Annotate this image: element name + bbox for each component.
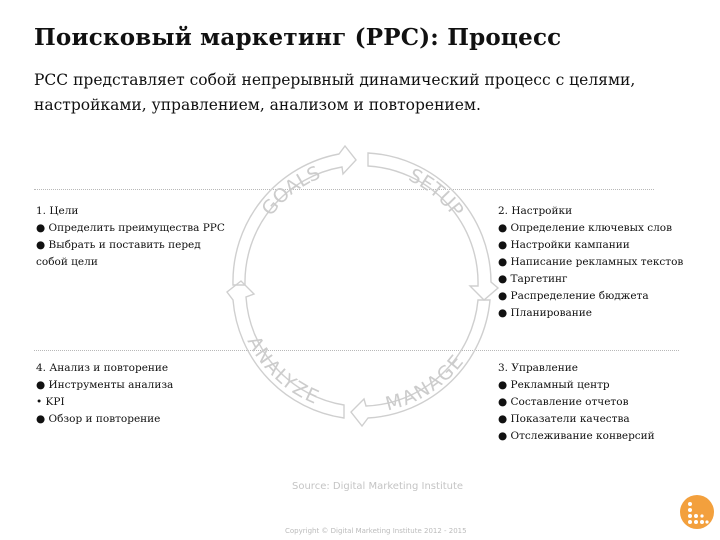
svg-text:SETUP	[405, 164, 467, 221]
setup-item: ● Определение ключевых слов	[498, 222, 672, 234]
goals-box	[36, 203, 226, 271]
setup-item: ● Написание рекламных текстов	[498, 256, 684, 268]
svg-text:GOALS	[258, 162, 324, 220]
analyze-heading: 4. Анализ и повторение	[36, 362, 169, 374]
manage-label: MANAGE	[383, 351, 468, 416]
analyze-item: ● Инструменты анализа	[36, 379, 174, 391]
setup-heading: 2. Настройки	[498, 205, 573, 217]
analyze-item: • KPI	[36, 396, 65, 408]
copyright-caption: Copyright © Digital Marketing Institute 2012 - 2015	[285, 527, 467, 535]
svg-text:MANAGE	[383, 351, 468, 415]
analyze-box	[36, 360, 173, 428]
manage-box	[498, 360, 655, 445]
goals-heading: 1. Цели	[36, 205, 79, 217]
analyze-item: ● Обзор и повторение	[36, 413, 161, 425]
setup-box	[498, 203, 683, 322]
setup-item: ● Планирование	[498, 307, 593, 319]
source-caption: Source: Digital Marketing Institute	[292, 481, 464, 492]
svg-text:ANALYZE	[243, 333, 322, 409]
goals-label: GOALS	[257, 161, 324, 220]
slide-title: Поисковый маркетинг (PPC): Процесс	[34, 24, 562, 51]
manage-item: ● Отслеживание конверсий	[498, 430, 655, 442]
goals-item: ● Выбрать и поставить перед собой цели	[36, 239, 201, 268]
manage-heading: 3. Управление	[498, 362, 578, 374]
setup-label: SETUP	[405, 164, 468, 222]
manage-segment	[351, 300, 490, 426]
manage-item: ● Составление отчетов	[498, 396, 629, 408]
goals-segment	[233, 146, 356, 285]
analyze-segment	[227, 281, 344, 418]
dmi-logo-icon	[680, 495, 714, 529]
manage-item: ● Показатели качества	[498, 413, 630, 425]
goals-item: ● Определить преимущества PPC	[36, 222, 225, 234]
setup-item: ● Распределение бюджета	[498, 290, 649, 302]
slide-subtitle: PCC представляет собой непрерывный динамический процесс с целями, настройками, управлением, анализом и повторением.	[34, 71, 636, 114]
setup-item: ● Таргетинг	[498, 273, 568, 285]
setup-item: ● Настройки кампании	[498, 239, 630, 251]
analyze-label: ANALYZE	[242, 332, 322, 409]
manage-item: ● Рекламный центр	[498, 379, 610, 391]
